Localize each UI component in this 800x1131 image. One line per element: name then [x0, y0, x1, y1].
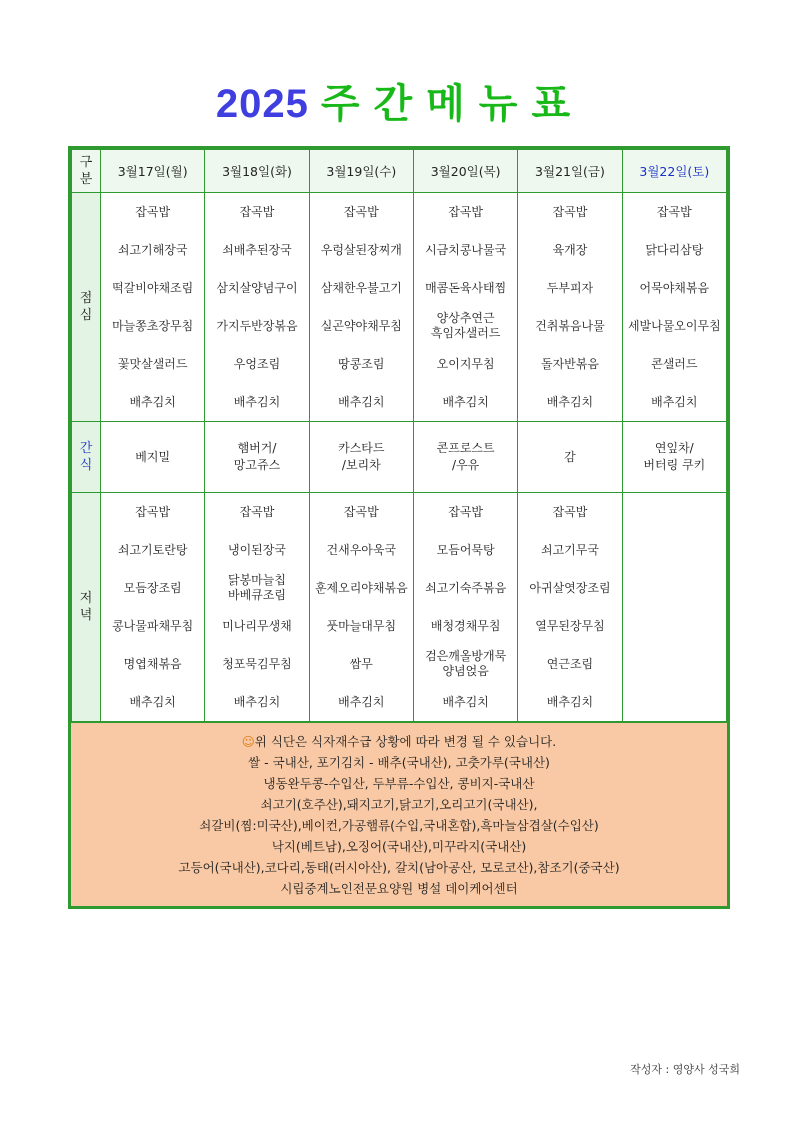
menu-item: 건새우아욱국 [326, 542, 397, 557]
lunch-menu-list [518, 193, 621, 421]
menu-item: 미나리무생채 [222, 618, 292, 633]
lunch-menu-list [101, 193, 204, 421]
menu-item: 콩나물파채무침 [112, 618, 194, 633]
menu-item: 배추김치 [233, 394, 281, 409]
day-header: 3월19일(수) [309, 150, 413, 193]
menu-item: 닭다리삼탕 [645, 242, 704, 257]
menu-item: 마늘쫑초장무침 [112, 318, 194, 333]
notice-text: 낙지(베트남),오징어(국내산),미꾸라지(국내산) [271, 839, 527, 854]
menu-item: 돌자반볶음 [540, 356, 599, 371]
day-header: 3월21일(금) [518, 150, 622, 193]
dinner-menu-list [623, 493, 726, 721]
notice-line [71, 752, 727, 773]
notice-text: 쇠고기(호주산),돼지고기,닭고기,오리고기(국내산), [260, 797, 538, 812]
menu-item: 잡곡밥 [656, 204, 692, 219]
menu-item: 검은깨올방개묵 양념얹음 [425, 649, 507, 678]
lunch-menu-list [414, 193, 517, 421]
menu-item: 우렁살된장찌개 [320, 242, 402, 257]
menu-item: 쌈무 [349, 656, 373, 671]
lunch-day-cell [101, 193, 205, 422]
menu-item: 쇠고기토란탕 [117, 542, 188, 557]
menu-item: 훈제오리야채볶음 [314, 580, 408, 595]
menu-item: 매콤돈육사태찜 [425, 280, 507, 295]
notice-line [71, 773, 727, 794]
lunch-day-cell [205, 193, 309, 422]
menu-item: 배추김치 [651, 394, 698, 409]
snack-day-cell: 카스타드 /보리차 [309, 422, 413, 493]
dinner-label-cell [72, 493, 101, 722]
day-header: 3월17일(월) [101, 150, 205, 193]
menu-item: 연근조림 [546, 656, 594, 671]
menu-item: 냉이된장국 [228, 542, 286, 557]
notice-text: 고등어(국내산),코다리,동태(러시아산), 갈치(남아공산, 모로코산),참조기(중국산) [178, 860, 620, 875]
snack-row [72, 422, 727, 493]
menu-item: 떡갈비야채조림 [112, 280, 194, 295]
lunch-day-cell [622, 193, 726, 422]
snack-label-1: 간 [79, 441, 93, 456]
notice-line [71, 857, 727, 878]
menu-item: 청포묵김무침 [222, 656, 292, 671]
title-name: 주간메뉴표 [320, 81, 585, 127]
dinner-day-cell [309, 493, 413, 722]
lunch-label-2: 심 [79, 308, 93, 323]
menu-item: 실곤약야채무침 [320, 318, 402, 333]
notice-text: 쇠갈비(찜:미국산),베이컨,가공햄류(수입,국내혼합),흑마늘삼겹살(수입산) [199, 818, 599, 833]
menu-item: 가지두반장볶음 [216, 318, 298, 333]
notice-line [71, 794, 727, 815]
notice-line [71, 836, 727, 857]
dinner-day-cell [518, 493, 622, 722]
menu-item: 삼채한우불고기 [320, 280, 402, 295]
dinner-day-cell [622, 493, 726, 722]
menu-item: 배추김치 [338, 394, 385, 409]
menu-item: 배추김치 [442, 394, 489, 409]
menu-item: 배추김치 [546, 694, 594, 709]
menu-item: 아귀살엿장조림 [529, 580, 611, 595]
snack-day-cell: 베지밀 [101, 422, 205, 493]
menu-item: 쇠고기무국 [540, 542, 599, 557]
snack-label-2: 식 [79, 458, 93, 473]
menu-item: 세발나물오이무침 [627, 318, 721, 333]
weekly-menu-table [68, 146, 730, 725]
lunch-row [72, 193, 727, 422]
menu-item: 쇠고기숙주볶음 [425, 580, 507, 595]
menu-item [623, 645, 726, 683]
snack-label-cell [72, 422, 101, 493]
dinner-day-cell [205, 493, 309, 722]
menu-item [623, 607, 726, 645]
menu-item: 명엽채볶음 [123, 656, 182, 671]
menu-item: 잡곡밥 [343, 504, 379, 519]
dinner-day-cell [413, 493, 517, 722]
lunch-day-cell [518, 193, 622, 422]
dinner-menu-list [414, 493, 517, 721]
dinner-day-cell [101, 493, 205, 722]
menu-item: 배추김치 [233, 694, 281, 709]
day-header-saturday: 3월22일(토) [622, 150, 726, 193]
dinner-row [72, 493, 727, 722]
dinner-menu-list [310, 493, 413, 721]
header-row [72, 150, 727, 193]
menu-item: 두부피자 [546, 280, 594, 295]
menu-item: 잡곡밥 [239, 504, 275, 519]
menu-item: 잡곡밥 [343, 204, 379, 219]
lunch-menu-list [623, 193, 726, 421]
dinner-label-1: 저 [79, 591, 93, 606]
lunch-label-1: 점 [79, 291, 93, 306]
notice-text: 위 식단은 식자재수급 상황에 따라 변경 될 수 있습니다. [254, 734, 557, 749]
menu-item: 시금치콩나물국 [425, 242, 507, 257]
day-header: 3월20일(목) [413, 150, 517, 193]
header-label-cell [72, 150, 101, 193]
menu-item: 모듬어묵탕 [436, 542, 495, 557]
menu-item: 어묵야채볶음 [639, 280, 710, 295]
menu-item: 양상추연근 흑임자샐러드 [430, 311, 501, 340]
lunch-day-cell [413, 193, 517, 422]
snack-day-cell: 콘프로스트 /우유 [413, 422, 517, 493]
menu-item: 배추김치 [546, 394, 594, 409]
menu-item: 잡곡밥 [448, 204, 484, 219]
lunch-day-cell [309, 193, 413, 422]
menu-item: 배추김치 [442, 694, 489, 709]
menu-item [623, 531, 726, 569]
menu-item: 쇠배추된장국 [222, 242, 292, 257]
menu-item: 모듬장조림 [123, 580, 182, 595]
title-year: 2025 [215, 82, 309, 126]
menu-item: 잡곡밥 [135, 504, 171, 519]
menu-item: 풋마늘대무침 [326, 618, 397, 633]
dinner-menu-list [518, 493, 621, 721]
menu-item: 쇠고기해장국 [117, 242, 188, 257]
header-label-bottom: 분 [79, 172, 93, 187]
menu-item: 삼치살양념구이 [216, 280, 298, 295]
notes-panel [68, 723, 730, 909]
menu-item: 닭봉마늘칩 바베큐조림 [228, 573, 286, 602]
author-credit: 작성자 : 영양사 성국희 [630, 1063, 740, 1076]
lunch-menu-list [310, 193, 413, 421]
menu-item: 건취볶음나물 [535, 318, 605, 333]
menu-item: 오이지무침 [436, 356, 495, 371]
header-label-top: 구 [79, 155, 93, 170]
menu-item: 잡곡밥 [552, 504, 588, 519]
menu-item [623, 569, 726, 607]
notice-text: 시립중계노인전문요양원 병설 데이케어센터 [280, 881, 518, 896]
menu-item: 배추김치 [129, 394, 176, 409]
snack-day-cell: 감 [518, 422, 622, 493]
menu-item: 육개장 [552, 242, 588, 257]
page-title [0, 72, 800, 129]
lunch-menu-list [205, 193, 308, 421]
notice-text: 냉동완두콩-수입산, 두부류-수입산, 콩비지-국내산 [263, 776, 535, 791]
lunch-label-cell [72, 193, 101, 422]
notice-line [71, 815, 727, 836]
notice-line [71, 731, 727, 752]
snack-day-cell: 연잎차/ 버터링 쿠키 [622, 422, 726, 493]
menu-item [623, 683, 726, 721]
menu-item: 땅콩조림 [338, 356, 385, 371]
menu-item: 꽃맛살샐러드 [117, 356, 188, 371]
notice-line [71, 878, 727, 899]
dinner-menu-list [205, 493, 308, 721]
notice-text: 쌀 - 국내산, 포기김치 - 배추(국내산), 고춧가루(국내산) [248, 755, 550, 770]
menu-item: 배청경채무침 [430, 618, 501, 633]
day-header: 3월18일(화) [205, 150, 309, 193]
menu-item: 잡곡밥 [448, 504, 484, 519]
snack-day-cell: 햄버거/ 망고쥬스 [205, 422, 309, 493]
menu-item: 잡곡밥 [135, 204, 171, 219]
menu-item: 배추김치 [129, 694, 176, 709]
menu-item: 잡곡밥 [552, 204, 588, 219]
menu-item: 우엉조림 [233, 356, 281, 371]
dinner-menu-list [101, 493, 204, 721]
menu-item: 열무된장무침 [535, 618, 605, 633]
dinner-label-2: 녁 [79, 608, 93, 623]
menu-item: 잡곡밥 [239, 204, 275, 219]
menu-item: 콘샐러드 [651, 356, 698, 371]
smile-icon: ☺ [241, 734, 255, 749]
menu-item [623, 493, 726, 531]
menu-item: 배추김치 [338, 694, 385, 709]
